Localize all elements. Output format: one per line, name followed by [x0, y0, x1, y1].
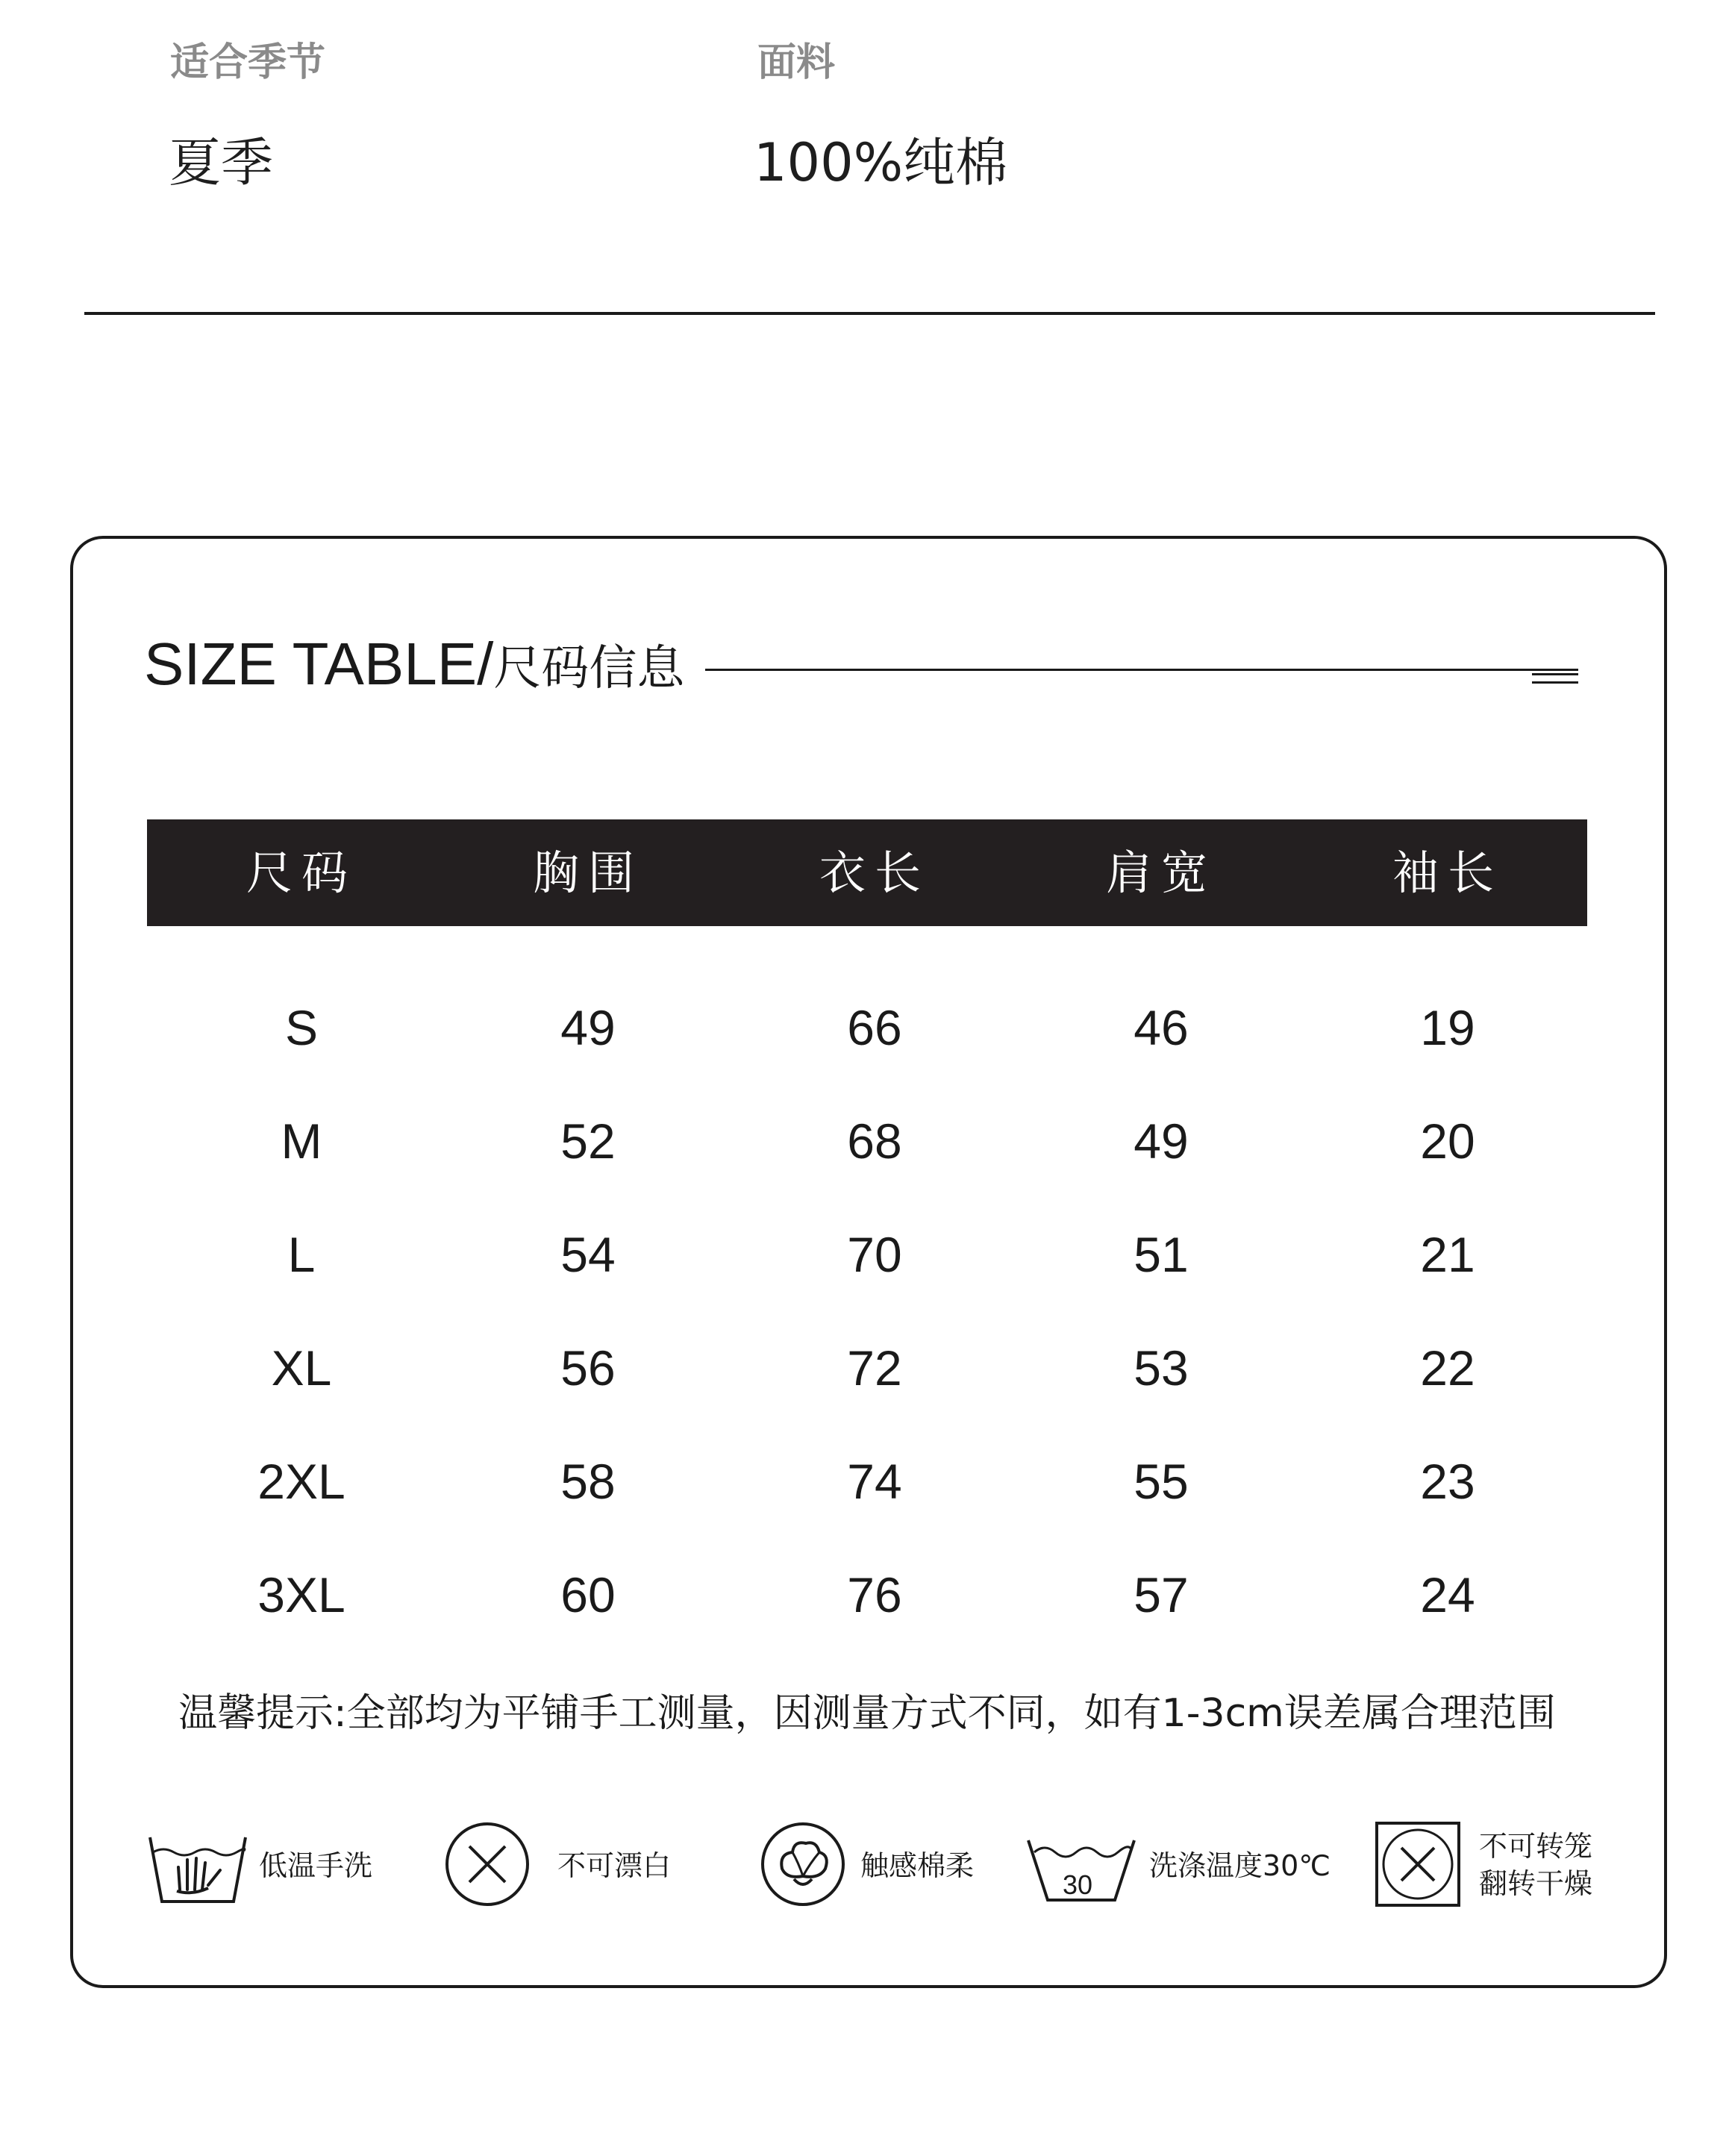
- care-cotton-label: 触感棉柔: [860, 1849, 975, 1882]
- table-row: [147, 1538, 1587, 1652]
- cell-length: 72: [847, 1340, 902, 1396]
- cell-length: 76: [847, 1567, 902, 1622]
- care-cotton: [760, 1821, 998, 1918]
- care-no-tumble-dry-label-2: 翻转干燥: [1479, 1867, 1593, 1900]
- season-value: 夏季: [169, 132, 273, 193]
- cell-shoulder: 55: [1134, 1454, 1189, 1509]
- no-tumble-dry-icon: [1375, 1821, 1461, 1907]
- care-no-bleach: [444, 1821, 683, 1918]
- measurement-tip: 温馨提示:全部均为平铺手工测量，因测量方式不同，如有1-3cm误差属合理范围: [178, 1691, 1556, 1736]
- size-table-header: [147, 819, 1587, 926]
- table-row: [147, 1084, 1587, 1198]
- cell-size: L: [287, 1227, 316, 1282]
- cell-sleeve: 23: [1420, 1454, 1475, 1509]
- cell-sleeve: 20: [1420, 1113, 1475, 1169]
- header-chest: 胸围: [532, 846, 643, 900]
- cell-size: 3XL: [257, 1567, 345, 1622]
- care-no-tumble-dry-label-1: 不可转笼: [1479, 1830, 1593, 1863]
- table-row: [147, 1198, 1587, 1311]
- care-wash-temp-label: 洗涤温度30℃: [1149, 1849, 1331, 1882]
- menu-lines-icon: [1532, 673, 1578, 688]
- cell-size: XL: [271, 1340, 332, 1396]
- no-bleach-icon: [444, 1821, 531, 1907]
- header-length: 衣长: [819, 846, 930, 900]
- cell-chest: 52: [560, 1113, 616, 1169]
- fabric-label: 面料: [757, 40, 836, 85]
- cell-size: M: [281, 1113, 322, 1169]
- care-hand-wash: [146, 1821, 384, 1918]
- header-shoulder: 肩宽: [1105, 846, 1216, 900]
- size-table-title-cn: 尺码信息: [493, 641, 685, 696]
- cell-shoulder: 46: [1134, 1000, 1189, 1055]
- size-table-title: [144, 628, 684, 716]
- cell-length: 66: [847, 1000, 902, 1055]
- cell-sleeve: 19: [1420, 1000, 1475, 1055]
- cell-shoulder: 53: [1134, 1340, 1189, 1396]
- title-rule: [705, 669, 1578, 671]
- cell-sleeve: 24: [1420, 1567, 1475, 1622]
- cell-size: 2XL: [257, 1454, 345, 1509]
- care-no-tumble-dry: [1375, 1821, 1598, 1918]
- table-row: [147, 1425, 1587, 1538]
- cell-length: 68: [847, 1113, 902, 1169]
- cell-sleeve: 22: [1420, 1340, 1475, 1396]
- header-sleeve: 袖长: [1392, 846, 1503, 900]
- size-table-title-en: SIZE TABLE/: [144, 631, 494, 697]
- care-no-bleach-label: 不可漂白: [557, 1849, 672, 1882]
- cell-length: 70: [847, 1227, 902, 1282]
- cell-size: S: [284, 1000, 319, 1055]
- cotton-icon: [760, 1821, 846, 1907]
- hand-wash-icon: [146, 1821, 250, 1910]
- fabric-value: 100%纯棉: [754, 132, 1008, 193]
- care-hand-wash-label: 低温手洗: [259, 1849, 373, 1882]
- table-row: [147, 971, 1587, 1084]
- cell-shoulder: 57: [1134, 1567, 1189, 1622]
- cell-chest: 60: [560, 1567, 616, 1622]
- header-size: 尺码: [246, 846, 357, 900]
- table-row: [147, 1311, 1587, 1425]
- cell-chest: 56: [560, 1340, 616, 1396]
- season-label: 适合季节: [170, 40, 326, 85]
- cell-sleeve: 21: [1420, 1227, 1475, 1282]
- cell-chest: 49: [560, 1000, 616, 1055]
- cell-length: 74: [847, 1454, 902, 1509]
- top-divider: [84, 312, 1655, 315]
- cell-chest: 54: [560, 1227, 616, 1282]
- wash-temp-value: 30: [1063, 1869, 1093, 1900]
- cell-shoulder: 49: [1134, 1113, 1189, 1169]
- cell-chest: 58: [560, 1454, 616, 1509]
- cell-shoulder: 51: [1134, 1227, 1189, 1282]
- care-wash-temp: [1025, 1821, 1339, 1918]
